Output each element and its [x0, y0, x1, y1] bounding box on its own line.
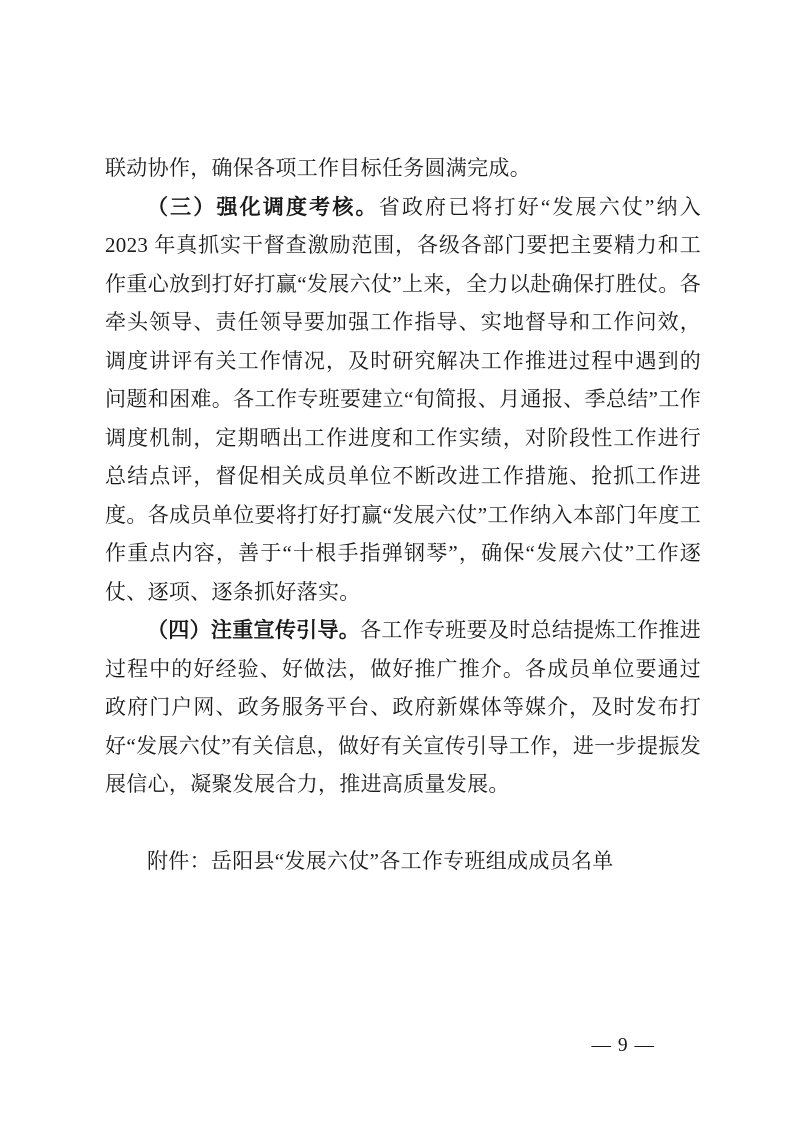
attachment-line: 附件：岳阳县“发展六仗”各工作专班组成成员名单 — [147, 849, 614, 873]
section-heading: （三）强化调度考核。 — [147, 194, 379, 219]
paragraph-section-3 — [105, 188, 701, 612]
page-number: — 9 — — [591, 1035, 655, 1056]
paragraph-continuation — [105, 149, 701, 188]
paragraph-text: 各工作专班要及时总结提炼工作推进过程中的好经验、好做法，做好推广推介。各成员单位要通过政府门户网、政务服务平台、政府新媒体等媒介，及时发布打好“发展六仗”有关信息，做好有关宣传引导工作，进一步提振发展信心，凝聚发展合力，推进高质量发展。 — [105, 618, 701, 796]
document-body — [105, 149, 701, 881]
section-heading: （四）注重宣传引导。 — [147, 618, 361, 642]
paragraph-text: 省政府已将打好“发展六仗”纳入 2023 年真抓实干督查激励范围，各级各部门要把主要精力和工作重心放到打好打赢“发展六仗”上来，全力以赴确保打胜仗。各牵头领导、责任领导要加强工作指导、实地督导和工作问效，调度讲评有关工作情况，及时研究解决工作推进过程中遇到的问题和困难。各工作专班要建立“旬简报、月通报、季总结”工作调度机制，定期晒出工作进度和工作实绩，对阶段性工作进行总结点评，督促相关成员单位不断改进工作措施、抢抓工作进度。各成员单位要将打好打赢“发展六仗”工作纳入本部门年度工作重点内容，善于“十根手指弹钢琴”，确保“发展六仗”工作逐仗、逐项、逐条抓好落实。 — [105, 194, 702, 604]
paragraph-text: 联动协作，确保各项工作目标任务圆满完成。 — [105, 156, 531, 180]
paragraph-section-4 — [105, 611, 701, 804]
